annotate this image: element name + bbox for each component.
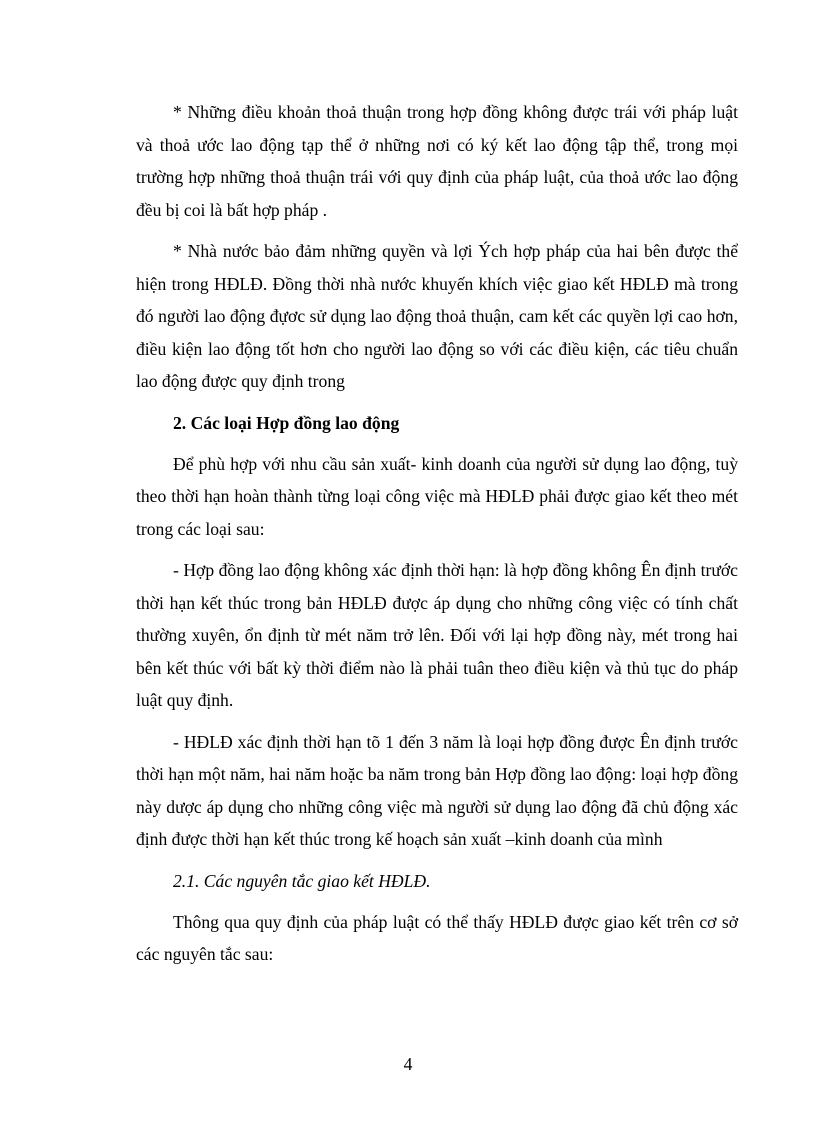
paragraph-indefinite-term: - Hợp đồng lao động không xác định thời hạn: là hợp đồng không Ên định trước thời hạn kết thúc trong bản HĐLĐ được áp dụng cho những công việc có tính chất thường xuyên, ổn định từ mét năm trở lên. Đối với lại hợp đồng này, mét trong hai bên kết thúc với bất kỳ thời điểm nào là phải tuân theo điều kiện và thủ tục do pháp luật quy định. — [136, 560, 738, 711]
page-number: 4 — [403, 1054, 413, 1074]
paragraph-contract-terms: * Những điều khoản thoả thuận trong hợp đồng không được trái với pháp luật và thoả ước lao động tạp thể ở những nơi có ký kết lao động tập thể, trong mọi trường hợp những thoả thuận trái với quy định của pháp luật, của thoả ước lao động đều bị coi là bất hợp pháp . — [136, 102, 738, 220]
paragraph-contract-types-intro: Để phù hợp với nhu cầu sản xuất- kinh doanh của người sử dụng lao động, tuỳ theo thời hạn hoàn thành từng loại công việc mà HĐLĐ phải được giao kết theo mét trong các loại sau: — [136, 453, 738, 539]
section-heading: 2. Các loại Hợp đồng lao động — [173, 412, 400, 433]
subsection-heading: 2.1. Các nguyên tắc giao kết HĐLĐ. — [173, 870, 431, 891]
paragraph-state-guarantee: * Nhà nước bảo đảm những quyền và lợi Ých hợp pháp của hai bên được thể hiện trong HĐLĐ. Đồng thời nhà nước khuyến khích việc giao kết HĐLĐ mà trong đó người lao động đựơc sử dụng lao động thoả thuận, cam kết các quyền lợi cao hơn, điều kiện lao động tốt hơn cho người lao động so với các điều kiện, các tiêu chuẩn lao động được quy định trong — [136, 240, 738, 392]
paragraph-fixed-term: - HĐLĐ xác định thời hạn tõ 1 đến 3 năm là loại hợp đồng được Ên định trước thời hạn một năm, hai năm hoặc ba năm trong bản Hợp đồng lao động: loại hợp đồng này dược áp dụng cho những công việc mà người sử dụng lao động đã chủ động xác định được thời hạn kết thúc trong kế hoạch sản xuất –kinh doanh của mình — [136, 731, 738, 850]
paragraph-principles-intro: Thông qua quy định của pháp luật có thể thấy HĐLĐ được giao kết trên cơ sở các nguyên tắc sau: — [136, 911, 738, 965]
document-page — [136, 96, 738, 980]
